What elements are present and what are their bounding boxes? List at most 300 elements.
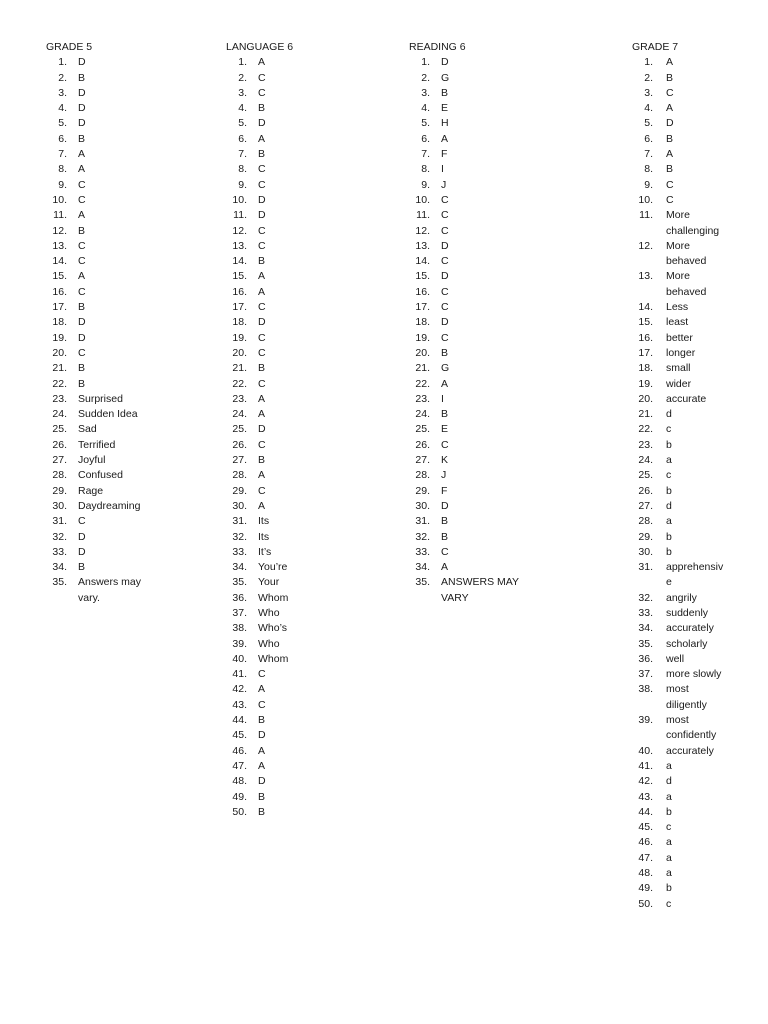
- list-item: [226, 285, 293, 300]
- item-answer: B: [258, 805, 266, 818]
- item-answer: It’s: [258, 545, 272, 558]
- item-answer: a: [666, 454, 672, 467]
- item-answer: Your: [258, 576, 280, 589]
- item-answer: C: [78, 346, 86, 359]
- item-number: 42.: [232, 683, 247, 696]
- item-answer: C: [78, 193, 86, 206]
- list-item: [632, 193, 723, 208]
- item-number: 4.: [644, 102, 653, 115]
- item-answer: Confused: [78, 469, 123, 482]
- list-item: [632, 835, 723, 850]
- list-item: [226, 392, 293, 407]
- item-answer: d: [666, 775, 672, 788]
- item-number: 16.: [415, 285, 430, 298]
- list-item: [46, 545, 141, 560]
- item-answer: a: [666, 759, 672, 772]
- item-number: 38.: [638, 683, 653, 696]
- item-number: 31.: [415, 515, 430, 528]
- item-answer: A: [258, 499, 266, 512]
- list-item: [226, 484, 293, 499]
- item-number: 15.: [52, 270, 67, 283]
- list-item: [632, 71, 723, 86]
- item-number: 4.: [421, 102, 430, 115]
- list-item: [46, 254, 141, 269]
- list-item: [226, 468, 293, 483]
- item-number: 6.: [644, 132, 653, 145]
- item-number: 15.: [232, 270, 247, 283]
- list-item: [409, 55, 519, 70]
- item-answer: Joyful: [78, 454, 106, 467]
- list-item: [632, 208, 723, 239]
- item-number: 24.: [638, 454, 653, 467]
- item-answer: apprehensiv e: [666, 561, 724, 589]
- item-number: 21.: [415, 362, 430, 375]
- item-answer: You’re: [258, 561, 288, 574]
- list-item: [46, 361, 141, 376]
- list-item: [226, 759, 293, 774]
- list-item: [632, 392, 723, 407]
- item-answer: C: [258, 224, 266, 237]
- item-number: 34.: [232, 561, 247, 574]
- item-number: 3.: [421, 86, 430, 99]
- item-number: 23.: [52, 392, 67, 405]
- item-answer: B: [441, 515, 449, 528]
- list-item: [632, 652, 723, 667]
- item-number: 35.: [232, 576, 247, 589]
- item-number: 39.: [638, 714, 653, 727]
- list-item: [632, 514, 723, 529]
- list-item: [409, 530, 519, 545]
- list-item: [46, 407, 141, 422]
- item-number: 6.: [58, 132, 67, 145]
- item-answer: A: [441, 377, 449, 390]
- item-number: 14.: [52, 255, 67, 268]
- item-number: 11.: [53, 209, 67, 222]
- item-number: 15.: [638, 316, 653, 329]
- item-number: 1.: [238, 56, 247, 69]
- item-answer: B: [258, 454, 266, 467]
- item-answer: ANSWERS MAY VARY: [441, 576, 519, 604]
- item-answer: Rage: [78, 484, 104, 497]
- list-item: [46, 86, 141, 101]
- item-answer: A: [78, 209, 86, 222]
- item-answer: c: [666, 423, 672, 436]
- item-number: 46.: [232, 744, 247, 757]
- item-number: 36.: [638, 652, 653, 665]
- item-answer: K: [441, 454, 449, 467]
- list-item: [409, 575, 519, 606]
- list-item: [632, 591, 723, 606]
- item-number: 46.: [638, 836, 653, 849]
- item-number: 17.: [638, 346, 653, 359]
- list-item: [632, 530, 723, 545]
- item-number: 44.: [232, 714, 247, 727]
- item-number: 12.: [638, 239, 653, 252]
- item-answer: most confidently: [666, 714, 717, 742]
- item-answer: C: [441, 331, 449, 344]
- item-number: 20.: [415, 346, 430, 359]
- list-item: [226, 453, 293, 468]
- item-answer: J: [441, 178, 447, 191]
- item-number: 17.: [415, 301, 430, 314]
- item-answer: A: [258, 408, 266, 421]
- item-answer: Sad: [78, 423, 97, 436]
- item-number: 9.: [644, 178, 653, 191]
- item-answer: F: [441, 148, 448, 161]
- item-number: 48.: [638, 867, 653, 880]
- item-answer: Who: [258, 637, 280, 650]
- list-item: [409, 132, 519, 147]
- item-answer: C: [258, 163, 266, 176]
- item-answer: C: [78, 285, 86, 298]
- list-item: [226, 774, 293, 789]
- list-item: [632, 147, 723, 162]
- list-item: [409, 254, 519, 269]
- list-item: [226, 545, 293, 560]
- list-item: [226, 407, 293, 422]
- list-item: [632, 820, 723, 835]
- item-answer: B: [666, 71, 674, 84]
- list-item: [632, 560, 723, 591]
- item-number: 30.: [232, 499, 247, 512]
- item-number: 27.: [638, 499, 653, 512]
- list-item: [46, 468, 141, 483]
- item-number: 26.: [638, 484, 653, 497]
- item-number: 50.: [638, 897, 653, 910]
- item-number: 28.: [638, 515, 653, 528]
- list-item: [409, 392, 519, 407]
- list-item: [46, 575, 141, 606]
- item-number: 20.: [232, 346, 247, 359]
- item-number: 37.: [638, 668, 653, 681]
- list-item: [46, 422, 141, 437]
- list-item: [226, 300, 293, 315]
- item-answer: suddenly: [666, 606, 709, 619]
- item-number: 25.: [415, 423, 430, 436]
- item-number: 30.: [638, 545, 653, 558]
- item-number: 5.: [644, 117, 653, 130]
- item-answer: D: [258, 316, 266, 329]
- item-answer: wider: [666, 377, 692, 390]
- list-item: [226, 606, 293, 621]
- item-number: 1.: [644, 56, 653, 69]
- item-answer: C: [258, 698, 266, 711]
- item-number: 24.: [52, 408, 67, 421]
- item-answer: C: [258, 484, 266, 497]
- list-item: [46, 162, 141, 177]
- item-number: 25.: [232, 423, 247, 436]
- item-number: 32.: [232, 530, 247, 543]
- item-number: 23.: [638, 438, 653, 451]
- list-item: [409, 193, 519, 208]
- item-number: 14.: [232, 255, 247, 268]
- item-number: 33.: [415, 545, 430, 558]
- list-item: [409, 178, 519, 193]
- item-number: 16.: [52, 285, 67, 298]
- item-number: 5.: [421, 117, 430, 130]
- item-number: 31.: [232, 515, 247, 528]
- item-answer: C: [441, 255, 449, 268]
- answer-column-reading-6: [409, 40, 519, 606]
- item-number: 14.: [415, 255, 430, 268]
- item-number: 1.: [421, 56, 430, 69]
- item-number: 36.: [232, 591, 247, 604]
- list-item: [46, 438, 141, 453]
- list-item: [409, 560, 519, 575]
- item-number: 22.: [638, 423, 653, 436]
- list-item: [46, 193, 141, 208]
- item-answer: C: [441, 209, 449, 222]
- list-item: [46, 116, 141, 131]
- item-answer: More behaved: [666, 239, 707, 268]
- item-answer: A: [258, 469, 266, 482]
- list-item: [46, 300, 141, 315]
- item-number: 18.: [232, 316, 247, 329]
- list-item: [632, 499, 723, 514]
- list-item: [632, 178, 723, 193]
- list-item: [632, 484, 723, 499]
- item-answer: d: [666, 408, 672, 421]
- list-item: [409, 484, 519, 499]
- item-number: 12.: [415, 224, 430, 237]
- item-answer: least: [666, 316, 689, 329]
- item-answer: A: [258, 392, 266, 405]
- item-number: 5.: [58, 117, 67, 130]
- item-number: 17.: [52, 301, 67, 314]
- item-number: 28.: [52, 469, 67, 482]
- item-answer: C: [258, 331, 266, 344]
- list-item: [46, 560, 141, 575]
- item-answer: A: [441, 561, 449, 574]
- item-answer: D: [78, 545, 86, 558]
- item-number: 15.: [415, 270, 430, 283]
- item-number: 3.: [644, 86, 653, 99]
- item-answer: B: [258, 148, 266, 161]
- list-item: [46, 331, 141, 346]
- list-item: [46, 178, 141, 193]
- item-number: 24.: [232, 408, 247, 421]
- list-item: [409, 239, 519, 254]
- item-number: 27.: [415, 454, 430, 467]
- list-item: [632, 790, 723, 805]
- item-answer: C: [258, 239, 266, 252]
- item-answer: B: [441, 530, 449, 543]
- item-answer: B: [258, 790, 266, 803]
- list-item: [46, 147, 141, 162]
- list-item: [226, 637, 293, 652]
- item-number: 20.: [52, 346, 67, 359]
- item-answer: small: [666, 362, 691, 375]
- item-answer: D: [258, 209, 266, 222]
- item-answer: F: [441, 484, 448, 497]
- list-item: [226, 101, 293, 116]
- item-answer: B: [78, 377, 86, 390]
- item-number: 13.: [415, 239, 430, 252]
- list-item: [632, 667, 723, 682]
- item-answer: A: [78, 163, 86, 176]
- item-answer: a: [666, 836, 672, 849]
- item-number: 40.: [638, 744, 653, 757]
- list-item: [226, 147, 293, 162]
- list-item: [632, 866, 723, 881]
- item-answer: A: [78, 270, 86, 283]
- item-answer: D: [441, 270, 449, 283]
- item-answer: accurately: [666, 744, 714, 757]
- item-answer: J: [441, 469, 447, 482]
- item-number: 13.: [52, 239, 67, 252]
- item-answer: A: [666, 102, 674, 115]
- item-number: 19.: [638, 377, 653, 390]
- item-answer: b: [666, 438, 672, 451]
- item-number: 37.: [232, 606, 247, 619]
- list-item: [226, 331, 293, 346]
- item-answer: C: [441, 193, 449, 206]
- item-answer: a: [666, 867, 672, 880]
- item-answer: D: [78, 86, 86, 99]
- item-answer: D: [441, 56, 449, 69]
- item-number: 43.: [232, 698, 247, 711]
- item-answer: D: [258, 775, 266, 788]
- list-item: [632, 897, 723, 912]
- list-item: [632, 851, 723, 866]
- item-answer: D: [78, 331, 86, 344]
- item-answer: a: [666, 790, 672, 803]
- list-item: [226, 346, 293, 361]
- list-item: [409, 208, 519, 223]
- item-answer: C: [441, 301, 449, 314]
- item-answer: B: [78, 561, 86, 574]
- item-answer: Its: [258, 530, 270, 543]
- list-item: [409, 422, 519, 437]
- item-answer: B: [666, 132, 674, 145]
- item-answer: B: [258, 102, 266, 115]
- item-answer: Who: [258, 606, 280, 619]
- item-answer: Daydreaming: [78, 499, 141, 512]
- list-item: [409, 71, 519, 86]
- item-number: 19.: [52, 331, 67, 344]
- item-number: 23.: [415, 392, 430, 405]
- list-item: [632, 101, 723, 116]
- item-answer: C: [666, 178, 674, 191]
- list-item: [409, 300, 519, 315]
- item-answer: C: [78, 255, 86, 268]
- item-answer: a: [666, 515, 672, 528]
- item-answer: C: [258, 438, 266, 451]
- list-item: [632, 545, 723, 560]
- item-answer: H: [441, 117, 449, 130]
- item-number: 2.: [58, 71, 67, 84]
- list-item: [46, 484, 141, 499]
- list-item: [409, 224, 519, 239]
- item-answer: C: [258, 301, 266, 314]
- item-answer: Whom: [258, 652, 289, 665]
- item-number: 38.: [232, 622, 247, 635]
- list-item: [226, 438, 293, 453]
- item-number: 35.: [415, 576, 430, 589]
- item-answer: C: [78, 239, 86, 252]
- list-item: [226, 514, 293, 529]
- item-answer: Surprised: [78, 392, 123, 405]
- item-number: 8.: [421, 163, 430, 176]
- list-item: [46, 377, 141, 392]
- list-item: [226, 178, 293, 193]
- list-item: [46, 285, 141, 300]
- item-answer: B: [78, 362, 86, 375]
- item-number: 29.: [52, 484, 67, 497]
- item-number: 16.: [232, 285, 247, 298]
- item-answer: B: [441, 346, 449, 359]
- item-number: 12.: [52, 224, 67, 237]
- column-title: LANGUAGE 6: [226, 41, 294, 53]
- list-item: [632, 162, 723, 177]
- item-answer: A: [258, 285, 266, 298]
- answer-list: [632, 55, 723, 912]
- item-answer: Answers may vary.: [78, 576, 142, 604]
- item-number: 10.: [52, 193, 67, 206]
- item-answer: C: [441, 224, 449, 237]
- item-number: 31.: [52, 515, 67, 528]
- list-item: [632, 453, 723, 468]
- item-answer: C: [78, 515, 86, 528]
- list-item: [632, 269, 723, 300]
- item-answer: A: [258, 56, 266, 69]
- list-item: [632, 637, 723, 652]
- list-item: [226, 499, 293, 514]
- item-answer: A: [666, 148, 674, 161]
- item-number: 11.: [416, 209, 430, 222]
- item-answer: D: [78, 56, 86, 69]
- item-answer: b: [666, 530, 672, 543]
- list-item: [46, 208, 141, 223]
- item-answer: More behaved: [666, 270, 707, 298]
- item-answer: More challenging: [666, 209, 720, 237]
- item-number: 33.: [52, 545, 67, 558]
- item-number: 29.: [232, 484, 247, 497]
- item-answer: B: [258, 714, 266, 727]
- item-answer: C: [258, 178, 266, 191]
- answer-column-language-6: [226, 40, 293, 820]
- item-number: 34.: [415, 561, 430, 574]
- item-answer: Whom: [258, 591, 289, 604]
- item-answer: B: [78, 132, 86, 145]
- item-answer: b: [666, 545, 672, 558]
- list-item: [226, 132, 293, 147]
- list-item: [409, 269, 519, 284]
- item-number: 9.: [238, 178, 247, 191]
- list-item: [632, 759, 723, 774]
- list-item: [46, 514, 141, 529]
- item-answer: D: [441, 316, 449, 329]
- item-number: 13.: [638, 270, 653, 283]
- item-number: 13.: [232, 239, 247, 252]
- item-number: 47.: [232, 759, 247, 772]
- item-number: 49.: [232, 790, 247, 803]
- item-number: 7.: [421, 148, 430, 161]
- list-item: [632, 422, 723, 437]
- list-item: [226, 377, 293, 392]
- item-number: 45.: [638, 821, 653, 834]
- item-answer: D: [258, 729, 266, 742]
- list-item: [632, 346, 723, 361]
- list-item: [226, 315, 293, 330]
- list-item: [226, 86, 293, 101]
- item-number: 35.: [52, 576, 67, 589]
- answer-list: [46, 55, 141, 606]
- item-number: 32.: [638, 591, 653, 604]
- list-item: [632, 774, 723, 789]
- item-number: 17.: [232, 301, 247, 314]
- answer-column-grade-5: [46, 40, 141, 606]
